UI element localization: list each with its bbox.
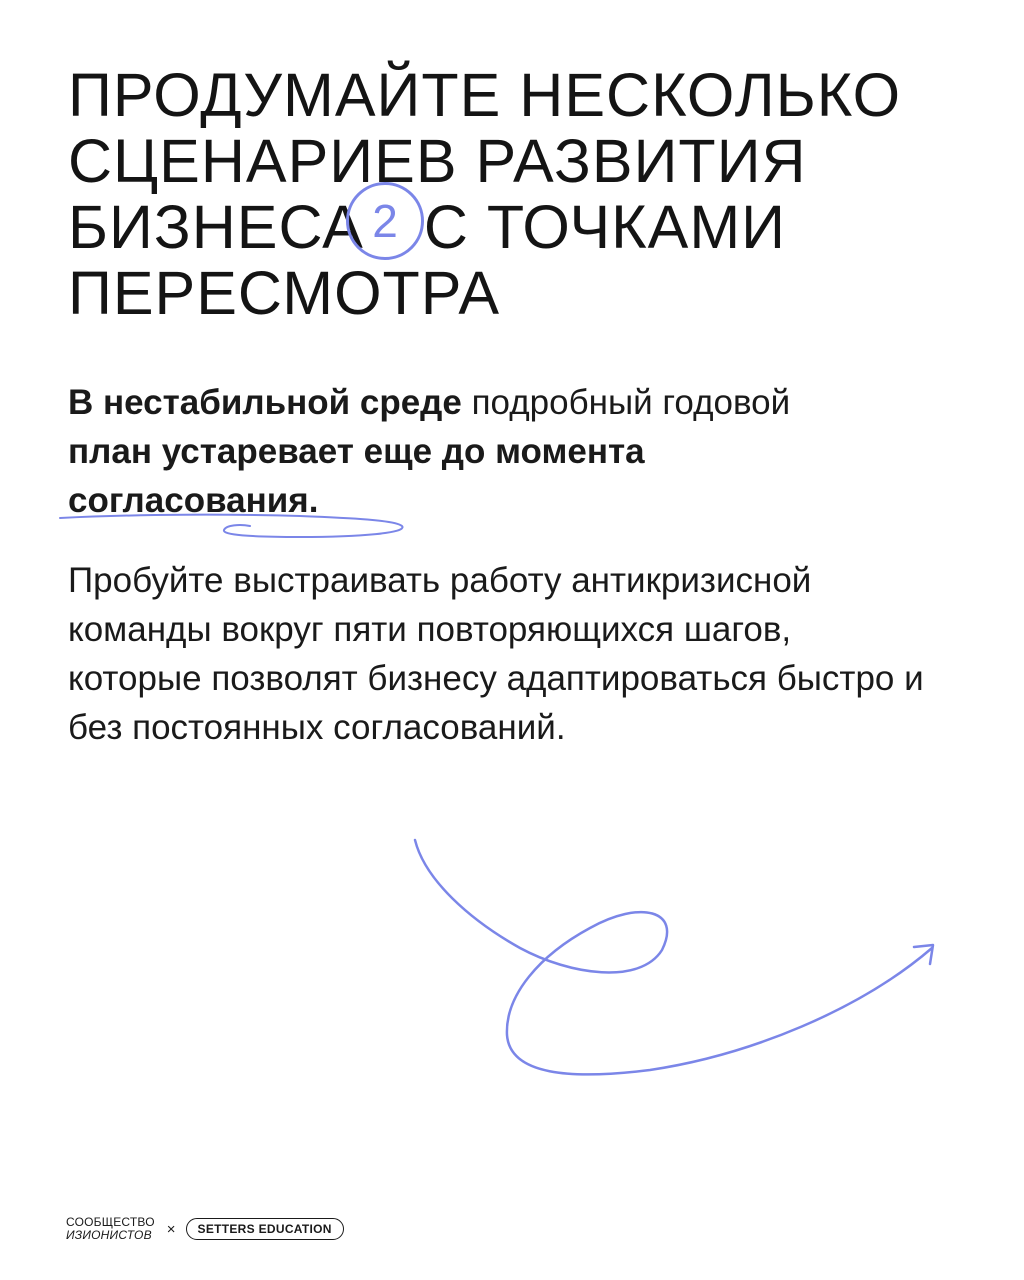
lead-bold-1: В нестабильной среде — [68, 383, 462, 422]
title-line-3-start: БИЗНЕСА — [68, 193, 364, 261]
brand-line-2: ИЗИОНИСТОВ — [66, 1228, 152, 1242]
collab-separator: × — [166, 1220, 176, 1238]
lead-bold-2: план устаревает еще до момента согласования. — [68, 432, 645, 520]
title-line-3 — [68, 194, 968, 260]
body-paragraph: Пробуйте выстраивать работу антикризисной команды вокруг пяти повторяющихся шагов, которые позволят бизнесу адаптироваться быстро и без постоянных согласований. — [68, 561, 924, 747]
community-logo — [66, 1216, 155, 1242]
arrow-head-icon — [914, 945, 933, 964]
brand-line-1: СООБЩЕСТВО — [66, 1215, 155, 1229]
footer — [66, 1216, 344, 1242]
title-line-3-end: С ТОЧКАМИ — [423, 193, 787, 261]
lead-paragraph — [68, 378, 828, 525]
step-number-badge: 2 — [346, 182, 424, 260]
partner-logo: SETTERS EDUCATION — [186, 1218, 344, 1240]
lead-normal-1: подробный годовой — [461, 383, 791, 422]
curly-arrow-line — [415, 840, 932, 1074]
page-title — [68, 62, 968, 326]
title-line-1: ПРОДУМАЙТЕ НЕСКОЛЬКО — [68, 61, 902, 129]
title-line-4: ПЕРЕСМОТРА — [68, 259, 501, 327]
title-line-2: СЦЕНАРИЕВ РАЗВИТИЯ — [68, 127, 807, 195]
